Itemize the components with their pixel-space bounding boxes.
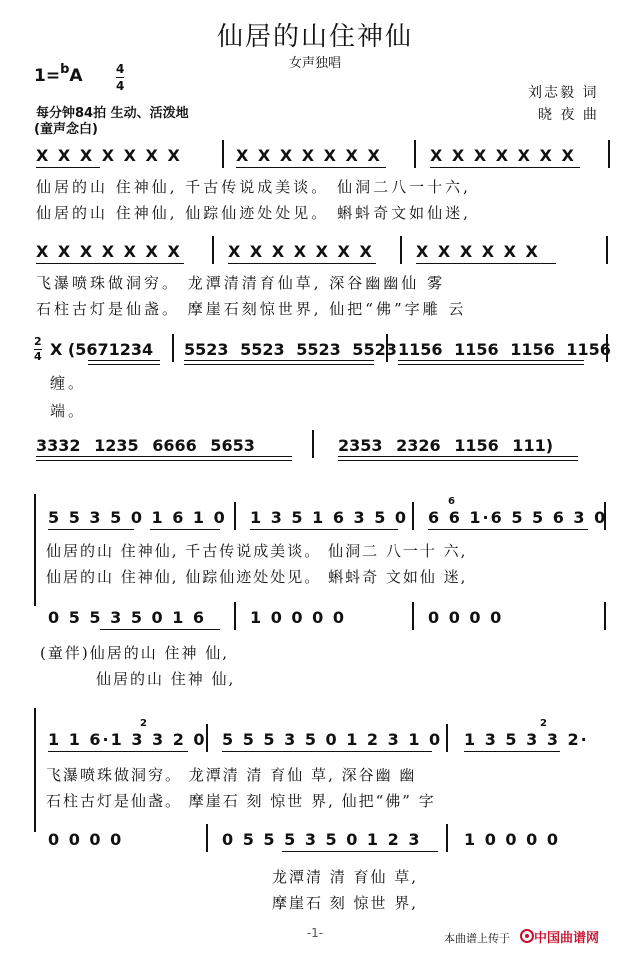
site-logo-icon [520,929,534,943]
key-note: A [69,66,83,86]
system-bracket [34,494,36,606]
beam-line [48,529,134,530]
beam-line [184,364,374,365]
r3-measure-2: 5523 5523 5523 5523 [184,340,397,359]
beam-line [464,751,560,752]
beam-line [36,456,292,457]
beam-line [222,751,432,752]
r1-lyrics-verse2: 仙居的山 住神仙, 仙踪仙迹处处见。 蝌蚪奇文如仙迷, [36,204,471,222]
key-signature [34,62,83,86]
r7-measure-2: 5 5 5 3 5 0 1 2 3 1 0 [222,730,443,749]
r5-measure-2: 1 3 5 1 6 3 5 0 [250,508,409,527]
bar-line [604,502,606,530]
r7-lyrics-verse1: 飞瀑喷珠做洞穷。 龙潭清 清 育仙 草, 深谷幽 幽 [46,766,417,784]
beam-line [48,751,188,752]
r3-lyric-verse1: 缠。 [50,374,87,392]
bar-line [606,236,608,264]
flat-sign: b [60,62,70,77]
beam-line [88,360,160,361]
time-change-top: 2 [34,335,42,348]
bar-line [386,334,388,362]
r2-lyrics-verse1: 飞瀑喷珠做洞穷。 龙潭清清育仙草, 深谷幽幽仙 雾 [36,274,446,292]
beam-line [88,364,160,365]
upload-note: 本曲谱上传于 [444,932,510,945]
beam-line [398,364,584,365]
beam-line [338,460,578,461]
r1-measure-3: X X X X X X X [430,146,576,165]
beam-line [184,360,374,361]
intro-label: (童声念白) [34,122,98,137]
bar-line [172,334,174,362]
r6-measure-2: 1 0 0 0 0 [250,608,346,627]
time-top: 4 [116,62,125,76]
beam-line [36,167,100,168]
bar-line [446,724,448,752]
r8-lyrics-verse1: 龙潭清 清 育仙 草, [272,868,419,886]
r7-lyrics-verse2: 石柱古灯是仙盏。 摩崖石 刻 惊世 界, 仙把“佛” 字 [46,792,436,810]
r4-measure-2: 2353 2326 1156 111) [338,436,554,455]
r2-measure-2: X X X X X X X [228,242,374,261]
r8-lyrics-verse2: 摩崖石 刻 惊世 界, [272,894,419,912]
r6-measure-3: 0 0 0 0 [428,608,504,627]
r7-measure-3: 1 3 5 3 3 2· [464,730,589,749]
r5-lyrics-verse1: 仙居的山 住神仙, 千古传说成美谈。 仙洞二 八一十 六, [46,542,468,560]
key-prefix: 1= [34,66,61,86]
r5-measure-3: 6 6 1·6 5 5 6 3 0 [428,508,608,527]
beam-line [416,263,556,264]
page-number: -1- [306,926,324,940]
bar-line [414,140,416,168]
time-bottom: 4 [116,79,125,93]
beam-line [36,263,184,264]
time-change [34,336,42,363]
time-signature [116,62,124,93]
system-bracket [34,708,36,832]
r5-measure-1: 5 5 3 5 0 1 6 1 0 [48,508,227,527]
r3-measure-3: 1156 1156 1156 1156 [398,340,611,359]
beam-line [150,529,220,530]
r1-lyrics-verse1: 仙居的山 住神仙, 千古传说成美谈。 仙洞二八一十六, [36,178,471,196]
r3-measure-1: X (5671234 [50,340,154,359]
beam-line [430,167,580,168]
bar-line [400,236,402,264]
bar-line [234,602,236,630]
r2-lyrics-verse2: 石柱古灯是仙盏。 摩崖石刻惊世界, 仙把“佛”字雕 云 [36,300,467,318]
composer-credit: 晓 夜 曲 [538,107,599,123]
r8-measure-1: 0 0 0 0 [48,830,124,849]
beam-line [236,167,386,168]
r6-lyrics-verse2: 仙居的山 住神 仙, [96,670,236,688]
bar-line [608,140,610,168]
bar-line [206,824,208,852]
r1-measure-2: X X X X X X X [236,146,382,165]
bar-line [412,502,414,530]
lyricist-credit: 刘志毅 词 [528,85,599,101]
r8-measure-3: 1 0 0 0 0 [464,830,560,849]
site-logo-text[interactable]: 中国曲谱网 [534,931,600,946]
grace-note: 6 [448,496,455,507]
beam-line [100,629,220,630]
bar-line [234,502,236,530]
beam-line [228,263,376,264]
beam-line [398,360,584,361]
r7-measure-1: 1 1 6·1 3 3 2 0 [48,730,207,749]
r2-measure-3: X X X X X X [416,242,540,261]
r3-lyric-verse2: 端。 [50,402,87,420]
beam-line [338,456,578,457]
bar-line [312,430,314,458]
bar-line [446,824,448,852]
r2-measure-1: X X X X X X X [36,242,182,261]
tempo-marking: 每分钟84拍 生动、活泼地 [36,106,189,121]
bar-line [412,602,414,630]
bar-line [222,140,224,168]
time-change-bottom: 4 [34,350,42,363]
r6-measure-1: 0 5 5 3 5 0 1 6 [48,608,207,627]
bar-line [212,236,214,264]
score-title: 仙居的山住神仙 [216,22,413,52]
grace-note: 2 [140,718,147,729]
r1-measure-1: X X X X X X X [36,146,182,165]
bar-line [606,334,608,362]
r6-lyrics-verse1: (童伴)仙居的山 住神 仙, [40,644,230,662]
score-subtitle: 女声独唱 [288,56,341,71]
r5-lyrics-verse2: 仙居的山 住神仙, 仙踪仙迹处处见。 蝌蚪奇 文如仙 迷, [46,568,468,586]
r8-measure-2: 0 5 5 5 3 5 0 1 2 3 [222,830,422,849]
bar-line [604,602,606,630]
grace-note: 2 [540,718,547,729]
r4-measure-1: 3332 1235 6666 5653 [36,436,255,455]
beam-line [428,529,588,530]
beam-line [282,851,438,852]
bar-line [206,724,208,752]
beam-line [36,460,292,461]
beam-line [250,529,398,530]
